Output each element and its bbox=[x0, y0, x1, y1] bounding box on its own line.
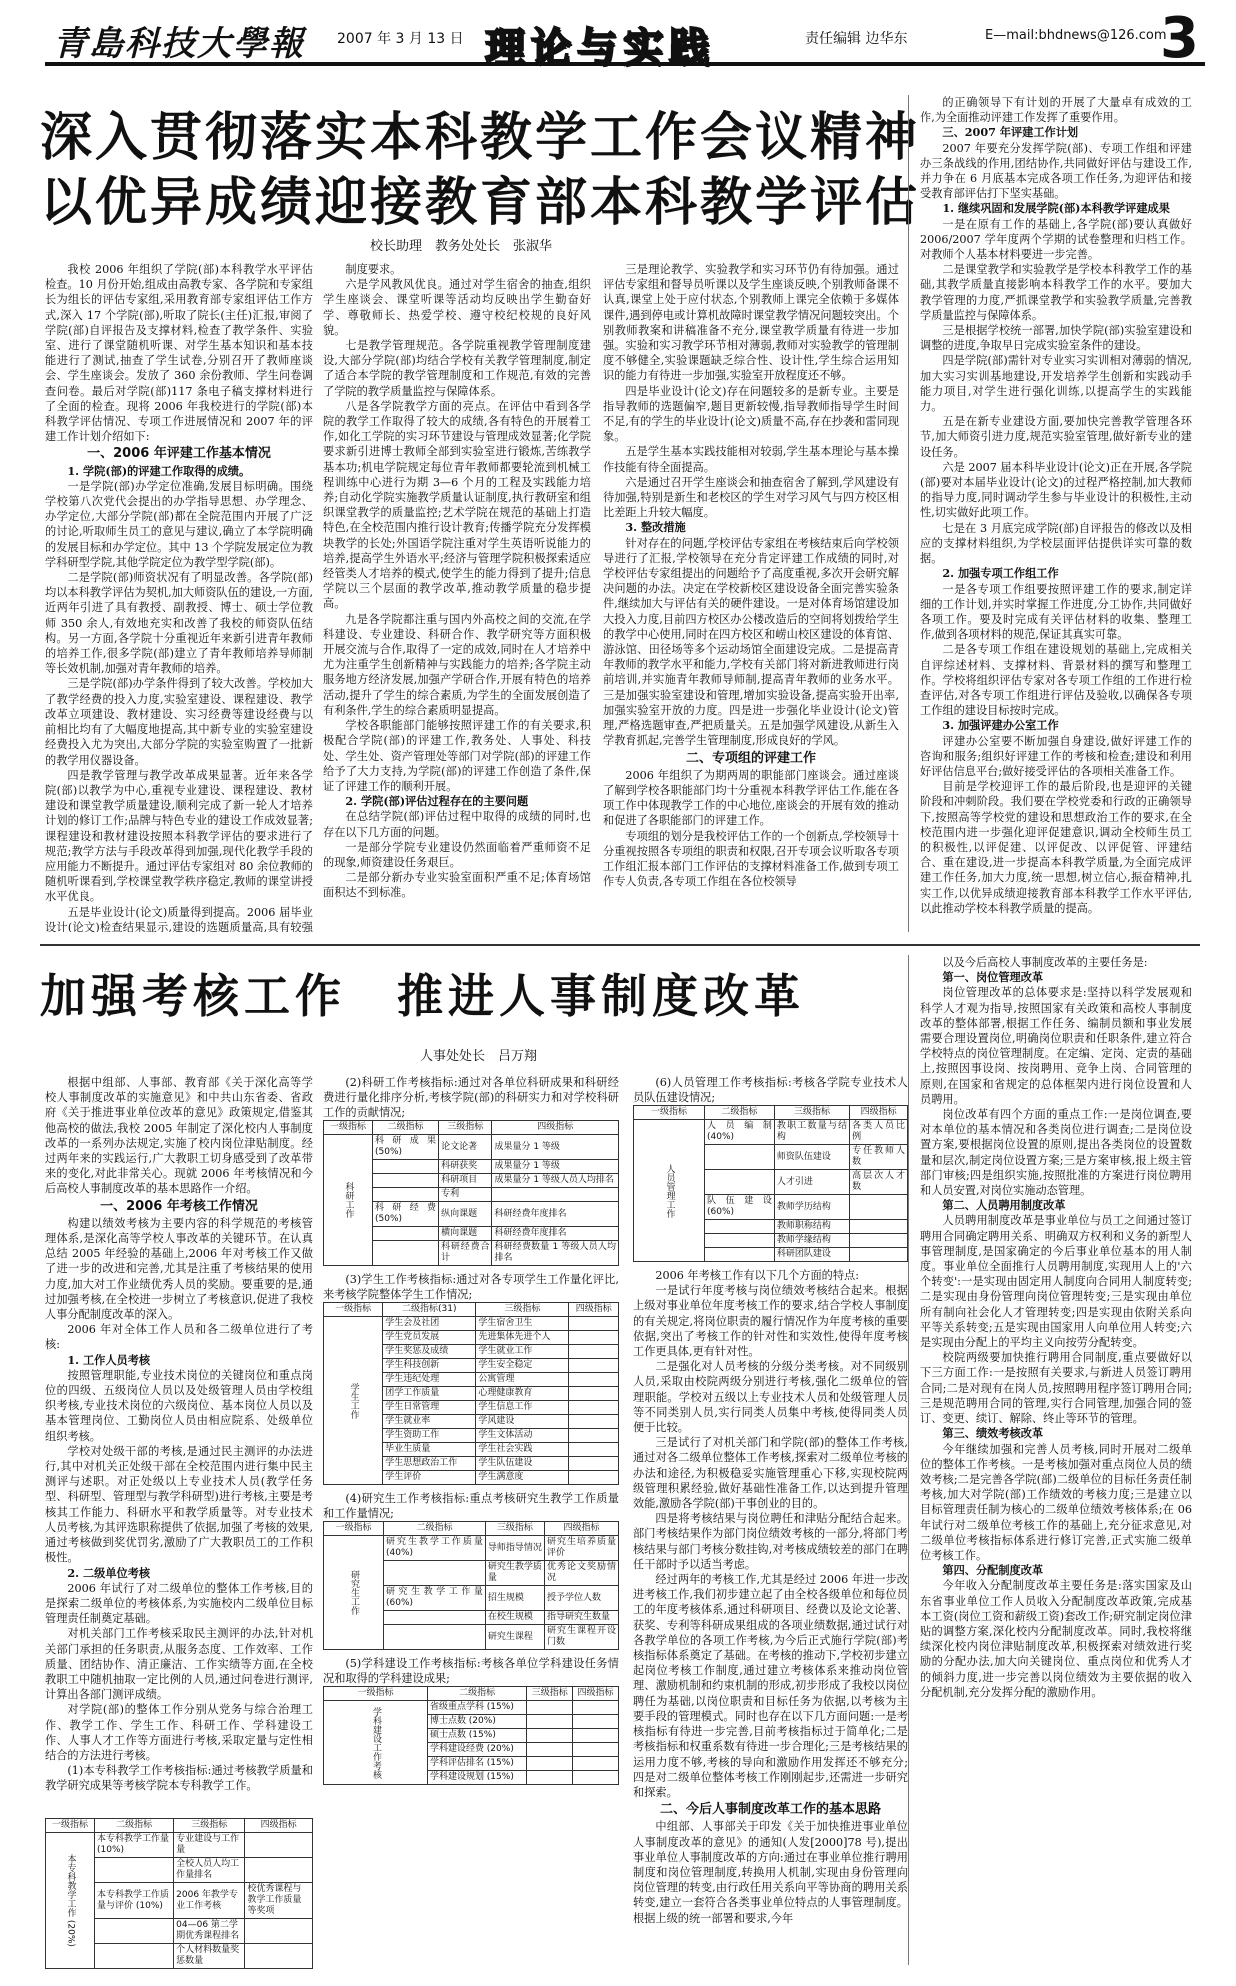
table-cell: 学生满意度 bbox=[476, 1471, 569, 1485]
table-cell bbox=[569, 1401, 619, 1415]
table-cell: 毕业生质量 bbox=[383, 1443, 476, 1457]
table-category-cell: 科研工作 bbox=[324, 1135, 373, 1266]
article1-title-line2: 以优异成绩迎接教育部本科教学评估 bbox=[40, 173, 921, 233]
paragraph: 四是学院(部)需针对专业实习实训相对薄弱的情况,加大实习实训基地建设,开发培养学生创新和实践动手能力项目,对学生进行强化训练,以提高学生的实践能力。 bbox=[920, 354, 1192, 414]
table-cell: 科研获奖 bbox=[439, 1160, 492, 1174]
table-header-cell: 三级指标 bbox=[527, 1687, 573, 1701]
table-cell bbox=[705, 1234, 775, 1248]
table-cell: 个人材料数量奖惩数量 bbox=[174, 1944, 245, 1969]
article1-column-2 bbox=[323, 262, 591, 932]
paragraph: 构建以绩效考核为主要内容的科学规范的考核管理体系,是深化高等学校人事改革的关键环节。在认真总结 2005 年经验的基础上,2006 年对考核工作又做了进一步的改进和完善,尤其是注重了考核结果的使用力度,加大对工作业绩优秀人员的奖励。要重要的是,通过加强考核,在全校进一步树立了考核意识,促进了我校人事分配制度改革的深入。 bbox=[45, 1216, 313, 1322]
paragraph: 2006 年组织了为期两周的职能部门座谈会。通过座谈了解到学校各职能部门均十分重视本科教学评估工作,能在各项工作中体现教学工作的中心地位,座谈会的开展有效的推动和促进了各职能部门的评建工作。 bbox=[603, 768, 899, 828]
table-header-cell: 二级指标 bbox=[427, 1687, 526, 1701]
table-header-cell: 一级指标 bbox=[634, 1106, 705, 1120]
table-cell bbox=[569, 1443, 619, 1457]
paragraph: 以及今后高校人事制度改革的主要任务是: bbox=[942, 956, 1148, 969]
table-cell: 学生会及社团 bbox=[383, 1317, 476, 1331]
table-cell: 学风建设 bbox=[476, 1415, 569, 1429]
section-heading: 二、今后人事制度改革工作的基本思路 bbox=[659, 1802, 881, 1818]
table-cell: 科研经费合计 bbox=[439, 1241, 492, 1266]
table-caption: (6)人员管理工作考核指标:考核各学院专业技术人员队伍建设情况; bbox=[633, 1076, 908, 1104]
article2-column-3 bbox=[633, 1075, 908, 1965]
table-cell: 队伍建设 (60%) bbox=[705, 1195, 775, 1220]
table-cell: 校优秀课程与教学工作质量等奖项 bbox=[245, 1883, 313, 1919]
editor-name: 责任编辑 边华东 bbox=[805, 31, 908, 47]
paragraph: 对机关部门工作考核采取民主测评的办法,针对机关部门承担的任务职责,从服务态度、工作效率、工作质量、团结协作、清正廉洁、工作实绩等方面,在全校教职工中随机抽取一定比例的人员,通过问卷进行测评,计算出各部门测评成绩。 bbox=[45, 1627, 313, 1702]
article2-column-2 bbox=[323, 1075, 619, 1965]
paragraph: 今年收入分配制度改革主要任务是:落实国家及山东省事业单位工作人员收入分配制度改革政策,完成基本工资(岗位工资和薪级工资)套改工作;研究制定岗位津贴的调整方案,深化校内分配制度改革。同时,我校将继续深化校内岗位津贴制度改革,积极探索对绩效进行奖励的分配办法,加大向关键岗位、重点岗位和优秀人才的倾斜力度,进一步完善以岗位绩效为主要依据的收入分配机制,充分发挥分配的激励作用。 bbox=[920, 1579, 1192, 1699]
table-cell: 学生违纪处理 bbox=[383, 1373, 476, 1387]
paragraph: 二是强化对人员考核的分级分类考核。对不同级别人员,采取由校院两级分别进行考核,强化二级单位的管理职能。学校对五级以上专业技术人员和处级管理人员等不同类别人员,实行同类人员集中考核,使得同类人员便于比较。 bbox=[633, 1360, 908, 1435]
indicator-table bbox=[323, 1302, 619, 1485]
paragraph: 2006 年对全体工作人员和各二级单位进行了考核: bbox=[45, 1323, 313, 1352]
table-cell: 研究生教学工作量 (60%) bbox=[384, 1586, 486, 1611]
table-cell bbox=[527, 1715, 573, 1729]
table-cell: 研究生教学工作质量 (40%) bbox=[384, 1536, 486, 1561]
table-cell: 全校人员人均工作量排名 bbox=[174, 1858, 245, 1883]
table-cell: 硕士点数 (15%) bbox=[427, 1729, 526, 1743]
table-header-cell: 二级指标(31) bbox=[383, 1303, 476, 1317]
table-row bbox=[634, 1120, 908, 1145]
paragraph: 二是课堂教学和实验教学是学校本科教学工作的基础,其教学质量直接影响本科教学工作的水平。要加大教学管理的力度,严抓课堂教学和实验教学质量,完善教学质量监控与保障体系。 bbox=[920, 263, 1192, 322]
paragraph: 三是根据学校统一部署,加快学院(部)实验室建设和调整的进度,争取早日完成实验室条件的建设。 bbox=[920, 324, 1192, 353]
paragraph: 目前是学校迎评工作的最后阶段,也是迎评的关键阶段和冲刺阶段。我们要在学校党委和行政的正确领导下,按照高等学校党的建设和思想政治工作的要求,在全校范围内进一步强化迎评促建意识,调动全校师生员工的积极性,以评促建、以评促改、以评促管、评建结合、重在建设,进一步提高本科教学质量,为全面完成评建工作任务,加大力度,统一思想,树立信心,振奋精神,扎实工作,以优异成绩迎接教育部本科教学工作水平评估,以此推动学校本科教学质量的提高。 bbox=[920, 780, 1192, 915]
paragraph: 按照管理职能,专业技术岗位的关键岗位和重点岗位的四级、五级岗位人员以及处级管理人员由学校组织考核,专业技术岗位的六级岗位、基本岗位人员以及基本管理岗位、工勤岗位人员由相应院系、处级单位组织考核。 bbox=[45, 1368, 313, 1443]
subsection-heading: 1. 继续巩固和发展学院(部)本科教学评建成果 bbox=[942, 201, 1170, 216]
table-cell: 授予学位人数 bbox=[544, 1586, 618, 1611]
table-cell bbox=[527, 1701, 573, 1715]
table-cell: 学科建设经费 (20%) bbox=[427, 1743, 526, 1757]
article2-title: 加强考核工作 推进人事制度改革 bbox=[40, 969, 805, 1023]
paragraph: 人员聘用制度改革是事业单位与员工之间通过签订聘用合同确定聘用关系、明确双方权利和义务的新型人事管理制度,是国家确定的今后事业单位基本的用人制度。事业单位全面推行人员聘用制度,实现用人上的'六个转变':一是实现由固定用人制度向合同用人制度转变;二是实现由身份管理向岗位管理转变;三是实现由单位所有制向社会化人才管理转变;四是实现由依附关系向平等关系转变;五是实现由国家用人向单位用人转变;六是实现由分配上的平均主义向按劳分配转变。 bbox=[920, 1214, 1192, 1350]
table-header-cell: 四级指标 bbox=[573, 1687, 619, 1701]
table-header-cell: 三级指标 bbox=[485, 1522, 544, 1536]
table-cell bbox=[569, 1471, 619, 1485]
table-header-cell: 四级指标 bbox=[492, 1121, 619, 1135]
table-cell bbox=[384, 1625, 486, 1650]
table-cell bbox=[245, 1858, 313, 1883]
paragraph: 四是教学管理与教学改革成果显著。近年来各学院(部)以教学为中心,重视专业建设、课程建设、教材建设和课堂教学质量建设,顺利完成了新一轮人才培养计划的修订工作;品牌与特色专业的建设工作成效显著;课程建设和教材建设按照本科教学评估的要求进行了规范;教学方法与手段改革得到加强,现代化教学手段的应用能力不断提升。通过评估专家组对 80 余位教师的随机听课看到,学校课堂教学秩序稳定,教师的课堂讲授水平优良。 bbox=[45, 768, 313, 904]
table-cell: 纵向课题 bbox=[439, 1202, 492, 1227]
paragraph: 评建办公室要不断加强自身建设,做好评建工作的咨询和服务;组织好评建工作的考核和检查;建设和利用好评估信息平台;做好接受评估的各项相关准备工作。 bbox=[920, 734, 1192, 778]
paragraph: 我校 2006 年组织了学院(部)本科教学水平评估检查。10 月份开始,组成由高教专家、各学院和专家组长为组长的评估专家组,采用教育部专家组评估工作方式,深入 17 个学院(部),听取了院长(主任)汇报,审阅了学院(部)自评报告及支撑材料,检查了教学条件、实验室、进行了课堂随机听课、对学生基本知识和基本技能进行了测试,抽查了学生试卷,分别召开了教师座谈会、学生座谈会。发放了 360 余份教师、学生问卷调查问卷。最后对学院(部)117 条电子稿支撑材料进行了全面的检查。现将 2006 年我校进行的学院(部)本科教学评估情况、专项工作进展情况和 2007 年的评建工作计划介绍如下: bbox=[45, 263, 313, 444]
table-cell bbox=[95, 1919, 174, 1944]
paragraph: 岗位改革有四个方面的重点工作:一是岗位调查,要对本单位的基本情况和各类岗位进行调查;二是岗位设置方案,要根据岗位设置的原则,提出各类岗位的设置数量和层次,制定岗位设置方案;三是方案审核,报上级主管部门审核;四是组织实施,按照批准的方案进行岗位聘用和人员安置,对岗位实施动态管理。 bbox=[920, 1108, 1192, 1198]
paragraph: 2007 年要充分发挥学院(部)、专项工作组和评建办三条战线的作用,团结协作,共同做好评估与建设工作,并力争在 6 月底基本完成各项工作任务,为迎评估和接受教育部评估打下坚实基础。 bbox=[920, 141, 1192, 201]
table-cell: 师资队伍建设 bbox=[774, 1145, 849, 1170]
table-cell bbox=[850, 1195, 908, 1220]
table-cell bbox=[573, 1701, 619, 1715]
article2-column-1 bbox=[45, 1075, 313, 1815]
table-cell: 科研经费数量 1 等级人员人均排名 bbox=[492, 1241, 619, 1266]
masthead bbox=[45, 6, 1205, 71]
table-cell bbox=[569, 1345, 619, 1359]
paragraph: 中组部、人事部关于印发《关于加快推进事业单位人事制度改革的意见》的通知(人发[2000]78 号),提出事业单位人事制度改革的方向:通过在事业单位推行聘用制度和岗位管理制度,转换用人机制,实现由身份管理向岗位管理的转变,由行政任用关系向平等协商的聘用关系转变,建立一套符合各类事业单位特点的人事管理制度。根据上级的统一部署和要求,今年 bbox=[633, 1820, 908, 1925]
table-cell bbox=[384, 1611, 486, 1625]
subsection-heading: 2. 学院(部)评估过程存在的主要问题 bbox=[345, 794, 529, 809]
table-cell bbox=[373, 1188, 439, 1202]
table-header-cell: 四级指标 bbox=[850, 1106, 908, 1120]
table-cell: 研究生培养质量评价 bbox=[544, 1536, 618, 1561]
table-cell: 专任教师人数 bbox=[850, 1145, 908, 1170]
table-cell bbox=[850, 1234, 908, 1248]
table-cell bbox=[705, 1145, 775, 1170]
table-header-cell: 一级指标 bbox=[324, 1522, 384, 1536]
table-cell: 学生社会实践 bbox=[476, 1443, 569, 1457]
paragraph: 二是学院(部)师资状况有了明显改善。各学院(部)均以本科教学评估为契机,加大师资队伍的建设,一方面,近两年引进了具有教授、副教授、博士、硕士学位教师 350 余人,有效地充实和改善了我校的师资队伍结构。另一方面,各学院十分重视近年来新引进青年教师的培养工作,很多学院(部)建立了青年教师培养导师制等长效机制,加强对青年教师的培养。 bbox=[45, 571, 313, 676]
table-cell bbox=[850, 1248, 908, 1262]
table-cell: 学生日常管理 bbox=[383, 1401, 476, 1415]
table-cell: 成果量分 1 等级 bbox=[492, 1135, 619, 1160]
table-cell: 学生信息工作 bbox=[476, 1401, 569, 1415]
table-cell: 心理健康教育 bbox=[476, 1387, 569, 1401]
article1-title-line1: 深入贯彻落实本科教学工作会议精神 bbox=[40, 108, 921, 168]
table-header-cell: 二级指标 bbox=[95, 1819, 174, 1833]
indicator-table bbox=[45, 1818, 313, 1969]
table-cell: 在校生规模 bbox=[485, 1611, 544, 1625]
subsection-heading: 1. 工作人员考核 bbox=[67, 1352, 151, 1367]
table-cell: 教师职称结构 bbox=[774, 1220, 849, 1234]
column-divider bbox=[908, 955, 909, 1965]
table-cell: 学生文体活动 bbox=[476, 1429, 569, 1443]
section-heading: 一、2006 年评建工作基本情况 bbox=[87, 446, 271, 462]
table-category-cell: 学科建设工作考核 bbox=[324, 1701, 428, 1785]
article2-column-4 bbox=[920, 955, 1192, 1965]
table-cell bbox=[527, 1729, 573, 1743]
subsection-heading: 第二、人员聘用制度改革 bbox=[942, 1198, 1066, 1213]
table-row bbox=[324, 1701, 619, 1715]
paragraph: (1)本专科教学工作考核指标:通过考核教学质量和教学研究成果等考核学院本专科教学工作。 bbox=[45, 1764, 313, 1793]
paragraph: 五是学生基本实践技能相对较弱,学生基本理论与基本操作技能有待全面提高。 bbox=[603, 445, 899, 474]
column-divider bbox=[908, 95, 909, 932]
table-row bbox=[324, 1135, 619, 1160]
table-cell: 专业建设与工作量 bbox=[174, 1833, 245, 1858]
table-cell bbox=[573, 1729, 619, 1743]
table-cell: 科研项目 bbox=[439, 1174, 492, 1188]
table-cell: 各类人员比例 bbox=[850, 1120, 908, 1145]
table-cell: 学生就业工作 bbox=[476, 1345, 569, 1359]
table-cell bbox=[245, 1833, 313, 1858]
table-cell: 学生宿舍卫生 bbox=[476, 1317, 569, 1331]
table-cell: 研究生课程 bbox=[485, 1625, 544, 1650]
paragraph: 一是部分学院专业建设仍然面临着严重师资不足的现象,师资建设任务艰巨。 bbox=[323, 840, 591, 869]
table-cell: 本专科教学工作质量与评价 (10%) bbox=[95, 1883, 174, 1919]
paragraph: 一是各专项工作组要按照评建工作的要求,制定详细的工作计划,并实时掌握工作进度,分工协作,共同做好各项工作。要及时完成有关评估材料的收集、整理工作,做到各项材料的规范,保证其真实可靠。 bbox=[920, 582, 1192, 642]
table-cell bbox=[569, 1457, 619, 1471]
table-cell: 科研团队建设 bbox=[774, 1248, 849, 1262]
table-cell: 科研经费年度排名 bbox=[492, 1202, 619, 1227]
indicator-table bbox=[323, 1521, 619, 1650]
table-cell: 横向课题 bbox=[439, 1227, 492, 1241]
table-cell bbox=[569, 1373, 619, 1387]
paragraph: 一是学院(部)办学定位准确,发展目标明确。围绕学校第八次党代会提出的办学指导思想、办学理念、办学定位,大部分学院(部)都在全院范围内开展了广泛的讨论,听取师生员工的意见与建议,确立了本学院明确的发展目标和办学定位。其中 13 个学院发展定位为教学科研型学院,其他学院定位为教学型学院(部)。 bbox=[45, 479, 313, 569]
subsection-heading: 2. 二级单位考核 bbox=[67, 1565, 151, 1580]
subsection-heading: 3. 整改措施 bbox=[625, 520, 686, 535]
table-cell bbox=[95, 1858, 174, 1883]
paper-name: 青島科技大學報 bbox=[53, 24, 305, 64]
paragraph: 学校各职能部门能够按照评建工作的有关要求,积极配合学院(部)的评建工作,教务处、人事处、科技处、学生处、资产管理处等部门对学院(部)的评建工作给予了大力支持,为学院(部)的评建工作创造了条件,保证了评建工作的顺利开展。 bbox=[323, 719, 591, 793]
paragraph: 四是将考核结果与岗位聘任和津贴分配结合起来。部门考核结果作为部门岗位绩效考核的一部分,将部门考核结果与部门考核分数挂钩,对考核成绩较差的部门在聘任干部时予以适当考虑。 bbox=[633, 1512, 908, 1571]
table-cell: 博士点数 (20%) bbox=[427, 1715, 526, 1729]
table-row bbox=[46, 1833, 313, 1858]
table-cell bbox=[569, 1415, 619, 1429]
paragraph: 四是毕业设计(论文)存在问题较多的是新专业。主要是指导教师的选题偏窄,题目更新较慢,指导教师指导学生时间不足,有的学生的毕业设计(论文)质量不高,存在抄袭和雷同现象。 bbox=[603, 384, 899, 444]
paragraph: 对学院(部)的整体工作分别从党务与综合治理工作、教学工作、学生工作、科研工作、学科建设工作、人事人才工作等方面进行考核,采取定量与定性相结合的方法进行考核。 bbox=[45, 1703, 313, 1762]
paragraph: 根据中组部、人事部、教育部《关于深化高等学校人事制度改革的实施意见》和中共山东省委、省政府《关于推进事业单位改革的意见》政策规定,借鉴其他高校的做法,我校 2005 年制定了深化校内人事制度改革的一系列办法规定,实施了校内岗位津贴制度。经过两年来的实践运行,广大教职工切身感受到了改革带来的变化,对此非常关心。现就 2006 年考核情况和今后高校人事制度改革的基本思路作一介绍。 bbox=[45, 1076, 313, 1196]
editor-email: E—mail:bhdnews@126.com bbox=[985, 28, 1167, 43]
table-cell bbox=[527, 1743, 573, 1757]
table-header-cell: 三级指标 bbox=[174, 1819, 245, 1833]
table-header-cell: 三级指标 bbox=[774, 1106, 849, 1120]
table-cell bbox=[245, 1944, 313, 1969]
paragraph: 校院两级要加快推行聘用合同制度,重点要做好以下三方面工作:一是按照有关要求,与新进人员签订聘用合同;二是对现有在岗人员,按照聘用程序签订聘用合同;三是规范聘用合同的管理,实行合同管理,加强合同的签订、变更、续订、解除、终止等环节的管理。 bbox=[920, 1351, 1192, 1426]
table-cell: 导师指导情况 bbox=[485, 1536, 544, 1561]
table-cell: 学生思想政治工作 bbox=[383, 1457, 476, 1471]
table-category-cell: 学生工作 bbox=[324, 1317, 383, 1485]
indicator-table bbox=[323, 1686, 619, 1785]
subsection-heading: 第四、分配制度改革 bbox=[942, 1563, 1044, 1578]
table-cell: 学科建设规划 (15%) bbox=[427, 1771, 526, 1785]
table-caption: (3)学生工作考核指标:通过对各专项学生工作量化评比,来考核学院整体学生工作情况; bbox=[323, 1273, 619, 1301]
paragraph: 二是各专项工作组在建设规划的基础上,完成相关自评综述材料、支撑材料、背景材料的撰写和整理工作。学校将组织评估专家对各专项工作组的工作进行检查评估,对各专项工作组进行评估及验收,以确保各专项工作组的建设目标按时完成。 bbox=[920, 643, 1192, 718]
table-cell: 高层次人才数 bbox=[850, 1170, 908, 1195]
table-caption: (4)研究生工作考核指标:重点考核研究生教学工作质量和工作量情况; bbox=[323, 1492, 619, 1520]
table-cell: 教师学历结构 bbox=[774, 1195, 849, 1220]
table-cell: 科研经费年度排名 bbox=[492, 1227, 619, 1241]
table-header-cell: 四级指标 bbox=[569, 1303, 619, 1317]
table-cell bbox=[527, 1757, 573, 1771]
indicator-table bbox=[633, 1105, 908, 1262]
subsection-heading: 三、2007 年评建工作计划 bbox=[942, 125, 1079, 140]
table-cell: 团学工作质量 bbox=[383, 1387, 476, 1401]
table-cell: 学生科技创新 bbox=[383, 1359, 476, 1373]
paragraph: 2006 年试行了对二级单位的整体工作考核,目的是探索二级单位的考核体系,为实施校内二级单位目标管理责任制奠定基础。 bbox=[45, 1581, 313, 1626]
table-cell bbox=[373, 1241, 439, 1266]
table-cell bbox=[569, 1387, 619, 1401]
paragraph: 学校对处级干部的考核,是通过民主测评的办法进行,其中对机关正处级干部在全校范围内进行集中民主测评与述职。对正处级以上专业技术人员(教学任务型、科研型、管理型与教学科研型)进行考核,主要是考核其工作能力、科研水平和教学质量等。对专业技术人员考核,为其评选职称提供了依据,加强了考核的效果,通过考核做到奖优罚劣,激励了广大教职员工的工作积极性。 bbox=[45, 1444, 313, 1565]
table-cell: 人才引进 bbox=[774, 1170, 849, 1195]
table-header-cell: 四级指标 bbox=[245, 1819, 313, 1833]
table-header-cell: 一级指标 bbox=[324, 1303, 383, 1317]
table-cell bbox=[569, 1317, 619, 1331]
table-cell bbox=[569, 1359, 619, 1373]
table-category-cell: 本专科教学工作 (20%) bbox=[46, 1833, 95, 1969]
table-row bbox=[324, 1536, 619, 1561]
subsection-heading: 1. 学院(部)的评建工作取得的成绩。 bbox=[67, 463, 251, 478]
table-header-cell: 一级指标 bbox=[46, 1819, 95, 1833]
paragraph: 三是理论教学、实验教学和实习环节仍有待加强。通过评估专家组和督导员听课以及学生座谈反映,个别教师备课不认真,课堂上处于应付状态,个别教师上课完全依赖于多媒体课件,遇到停电或计算机故障时课堂教学情况问题较突出。个别教师教案和讲稿准备不充分,课堂教学质量有待进一步加强。实验和实习教学环节相对薄弱,教师对实验教学的管理制度不够健全,实验课题缺乏综合性、设计性,学生综合运用知识的能力有待进一步加强,实验室开放程度还不够。 bbox=[603, 263, 899, 383]
paragraph: 经过两年的考核工作,尤其是经过 2006 年进一步改进考核工作,我们初步建立起了由全校各级单位和每位员工的年度考核体系,通过科研项目、经费以及论文论著、获奖、专利等科研成果组成的各项业绩数据,通过试行对各教学单位的各项工作考核,为今后正式施行学院(部)考核指标体系奠定了基础。在考核的推动下,学校初步建立起岗位考核工作制度,通过建立考核体系来推动岗位管理、激励机制和约束机制的形成,初步形成了我校以岗位聘任为基础,以岗位职责和目标任务为依据,以考核为主要手段的管理模式。同时也存在以下几方面问题:一是考核指标有待进一步完善,目前考核指标过于简单化;二是考核指标和权重系数有待进一步合理化;三是考核结果的运用力度不够,考核的导向和激励作用发挥还不够充分;四是对二级单位整体考核工作刚刚起步,还需进一步研究和探索。 bbox=[633, 1573, 908, 1799]
article1-column-4 bbox=[920, 95, 1192, 932]
table-caption: (5)学科建设工作考核指标:考核各单位学科建设任务情况和取得的学科建设成果; bbox=[323, 1657, 619, 1685]
table-cell bbox=[384, 1561, 486, 1586]
paragraph: 六是学风教风优良。通过对学生宿舍的抽查,组织学生座谈会、课堂听课等活动均反映出学生勤奋好学、尊敬师长、热爱学校、遵守校纪校规的良好风貌。 bbox=[323, 278, 591, 337]
table-cell bbox=[573, 1715, 619, 1729]
table-cell: 成果量分 1 等级人员人均排名 bbox=[492, 1174, 619, 1188]
paragraph: 制度要求。 bbox=[345, 263, 402, 276]
table-cell: 指导研究生数量 bbox=[544, 1611, 618, 1625]
table-cell: 学生队伍建设 bbox=[476, 1457, 569, 1471]
table-cell: 成果量分 1 等级 bbox=[492, 1160, 619, 1174]
table-cell: 科研经费 (50%) bbox=[373, 1202, 439, 1227]
table-cell: 科研成果 (50%) bbox=[373, 1135, 439, 1160]
table-cell bbox=[705, 1220, 775, 1234]
subsection-heading: 2. 加强专项工作组工作 bbox=[942, 566, 1059, 581]
table-cell bbox=[569, 1429, 619, 1443]
table-cell: 04—06 第二学期优秀课程排名 bbox=[174, 1919, 245, 1944]
section-heading: 一、2006 年考核工作情况 bbox=[100, 1198, 258, 1214]
paragraph: 二是部分新办专业实验室面积严重不足;体育场馆面积达不到标准。 bbox=[323, 871, 591, 900]
table-cell: 论文论著 bbox=[439, 1135, 492, 1160]
article1-column-1 bbox=[45, 262, 313, 932]
article1-byline: 校长助理 教务处处长 张淑华 bbox=[370, 239, 553, 254]
table-header-cell: 二级指标 bbox=[373, 1121, 439, 1135]
table-cell: 学科评估排名 (15%) bbox=[427, 1757, 526, 1771]
table-cell: 优秀论文奖励情况 bbox=[544, 1561, 618, 1586]
paragraph: 三是试行了对机关部门和学院(部)的整体工作考核,通过对各二级单位整体工作考核,探索对二级单位考核的办法和途径,为积极稳妥实施管理重心下移,实现校院两级管理积累经验,做好基础性准备工作,以达到提升管理效能,激励各学院(部)干事创业的目的。 bbox=[633, 1436, 908, 1511]
table-cell: 学生安全稳定 bbox=[476, 1359, 569, 1373]
table-cell: 2006 年教学专业工作考核 bbox=[174, 1883, 245, 1919]
table-cell: 专利 bbox=[439, 1188, 492, 1202]
article2-byline: 人事处处长 吕万翔 bbox=[420, 1049, 538, 1064]
table-cell bbox=[527, 1771, 573, 1785]
table-cell: 学生就业率 bbox=[383, 1415, 476, 1429]
page-number: 3 bbox=[1160, 6, 1199, 71]
paragraph: 一是在原有工作的基础上,各学院(部)要认真做好 2006/2007 学年度两个学期的试卷整理和归档工作。对教师个人基本材料要进一步完善。 bbox=[920, 217, 1192, 262]
subsection-heading: 第一、岗位管理改革 bbox=[942, 970, 1044, 985]
table-header-cell: 一级指标 bbox=[324, 1687, 428, 1701]
paragraph: 一是试行年度考核与岗位绩效考核结合起来。根据上级对事业单位年度考核工作的要求,结合学校人事制度的有关规定,将岗位职责的履行情况作为年度考核的重要依据,突出了考核工作的针对性和实效性,使得年度考核工作更具体,更有针对性。 bbox=[633, 1284, 908, 1359]
table-cell: 本专科教学工作量 (10%) bbox=[95, 1833, 174, 1858]
issue-date: 2007 年 3 月 13 日 bbox=[337, 31, 464, 47]
section-heading: 二、专项组的评建工作 bbox=[685, 750, 816, 766]
table-header-cell: 一级指标 bbox=[324, 1121, 373, 1135]
table-header-cell: 四级指标 bbox=[544, 1522, 618, 1536]
paragraph: 针对存在的问题,学校评估专家组在考核结束后向学校领导进行了汇报,学校领导在充分肯定评建工作成绩的同时,对学校评估专家组提出的问题给予了高度重视,多次开会研究解决问题的办法。决定在学校新校区建设设备全面完善实验条件,继续加大与评估有关的硬件建设。一是对体育场馆建设加大投入力度,目前四方校区办公楼改造后的空间将划拨给学生的教学中心使用,同时在四方校区和崂山校区建设的体育馆、游泳馆、田径场等多个运动场馆全面建设完成。二是提高青年教师的教学水平和能力,学校有关部门将对新进教师进行岗前培训,并实施青年教师导师制,提高青年教师的业务水平。三是加强实验室建设和管理,增加实验设备,提高实验开出率,加强实验室开放的力度。四是进一步强化毕业设计(论文)管理,严格选题审查,严把质量关。五是加强学风建设,从新生入学教育抓起,完善学生管理制度,形成良好的学风。 bbox=[603, 536, 899, 748]
table-cell bbox=[569, 1331, 619, 1345]
table-header-cell: 二级指标 bbox=[384, 1522, 486, 1536]
table-header-cell: 三级指标 bbox=[439, 1121, 492, 1135]
table-cell bbox=[573, 1757, 619, 1771]
table-cell bbox=[373, 1160, 439, 1174]
paragraph: 八是各学院教学方面的亮点。在评估中看到各学院的教学工作取得了较大的成绩,各有特色的开展着工作,如化工学院的实习环节建设与管理成效显著;化学院要求新引进博士教师全部到实验室进行锻炼,苦练教学基本功;机电学院规定每位青年教师都要轮流到机械工程训练中心进行为期 3—6 个月的工程及实践能力培养;自动化学院实施教学质量认证制度,执行教研室和组织课堂教学的质量监控;艺术学院在规范的基础上打造特色,在全校范围内推行设计教育;传播学院充分发挥模块教学的长处;外国语学院注重对学生英语听说能力的培养,提高学生外语水平;经济与管理学院积极探索适应经管类人才培养的模式,使学生的能力得到了提升;信息学院以三个层面的教学改革,推动教学质量的稳步提高。 bbox=[323, 399, 591, 611]
article-divider bbox=[40, 944, 1200, 946]
table-cell: 省级重点学科 (15%) bbox=[427, 1701, 526, 1715]
paragraph: 七是教学管理规范。各学院重视教学管理制度建设,大部分学院(部)均结合学校有关教学管理制度,制定了适合本学院的教学管理制度和工作规范,有效的完善了学院的教学质量监控与保障体系。 bbox=[323, 339, 591, 398]
table-cell bbox=[573, 1743, 619, 1757]
table-cell bbox=[245, 1919, 313, 1944]
subsection-heading: 3. 加强评建办公室工作 bbox=[942, 718, 1059, 733]
table-cell: 学生奖惩及成绩 bbox=[383, 1345, 476, 1359]
table-header-cell: 三级指标 bbox=[476, 1303, 569, 1317]
table-cell: 人员编制 (40%) bbox=[705, 1120, 775, 1145]
article1-column-3 bbox=[603, 262, 899, 932]
table-cell bbox=[95, 1944, 174, 1969]
table-cell: 公寓管理 bbox=[476, 1373, 569, 1387]
table-cell: 先进集体先进个人 bbox=[476, 1331, 569, 1345]
table-cell bbox=[705, 1170, 775, 1195]
section-title: 理论与实践 bbox=[485, 25, 715, 71]
table-cell: 研究生教学质量 bbox=[485, 1561, 544, 1586]
paragraph: 九是各学院都注重与国内外高校之间的交流,在学科建设、专业建设、科研合作、教学研究等方面积极开展交流与合作,取得了一定的成效,同时在人才培养中尤为注重学生创新精神与实践能力的培养;各学院主动服务地方经济发展,加强产学研合作,开展有特色的培养活动,提升了学生的综合素质,为学生的全面发展创造了有利条件,学生的综合素质明显提高。 bbox=[323, 612, 591, 717]
table-cell: 教师学缘结构 bbox=[774, 1234, 849, 1248]
table-cell bbox=[373, 1174, 439, 1188]
table-cell bbox=[705, 1248, 775, 1262]
table-row bbox=[324, 1317, 619, 1331]
table-cell: 学生评价 bbox=[383, 1471, 476, 1485]
paragraph: 七是在 3 月底完成学院(部)自评报告的修改以及相应的支撑材料组织,为学校层面评估提供详实可靠的数据。 bbox=[920, 521, 1192, 566]
table-cell: 招生规模 bbox=[485, 1586, 544, 1611]
table-cell: 教职工数量与结构 bbox=[774, 1120, 849, 1145]
table-cell bbox=[850, 1220, 908, 1234]
table-category-cell: 研究生工作 bbox=[324, 1536, 384, 1650]
table-cell bbox=[573, 1771, 619, 1785]
table-cell bbox=[492, 1188, 619, 1202]
paragraph: 2006 年考核工作有以下几个方面的特点: bbox=[655, 1269, 860, 1282]
table-category-cell: 人员管理工作 bbox=[634, 1120, 705, 1262]
paragraph: 五是毕业设计(论文)质量得到提高。2006 届毕业设计(论文)检查结果显示,建设的选题质量高,具有较强 bbox=[45, 905, 313, 932]
paragraph: 今年继续加强和完善人员考核,同时开展对二级单位的整体工作考核。一是考核加强对重点岗位人员的绩效考核;二是完善各学院(部)二级单位的目标任务责任制考核,加大对学院(部)工作绩效的考核力度;三是建立以目标管理责任制为核心的二级单位绩效考核体系;在 06 年试行对二级单位考核工作的基础上,充分征求意见,对二级单位考核指标体系进行修订完善,正式实施二级单位考核工作。 bbox=[920, 1442, 1192, 1562]
paragraph: 六是 2007 届本科毕业设计(论文)正在开展,各学院(部)要对本届毕业设计(论文)的过程严格控制,加大教师的指导力度,同时调动学生参与毕业设计的积极性,主动性,切实做好此项工作。 bbox=[920, 460, 1192, 520]
table-cell bbox=[373, 1227, 439, 1241]
paragraph: 在总结学院(部)评估过程中取得的成绩的同时,也存在以下几方面的问题。 bbox=[323, 810, 591, 839]
teaching-table bbox=[45, 1818, 313, 1975]
table-cell: 学生党员发展 bbox=[383, 1331, 476, 1345]
subsection-heading: 第三、绩效考核改革 bbox=[942, 1426, 1044, 1441]
table-cell: 学生资助工作 bbox=[383, 1429, 476, 1443]
indicator-table bbox=[323, 1120, 619, 1266]
paragraph: 专项组的划分是我校评估工作的一个创新点,学校领导十分重视按照各专项组的职责和权限,召开专项会议听取各专项工作组汇报本部门工作评估的支撑材料准备工作,做到专项工作专人负责,各专项工作组在各位校领导 bbox=[603, 829, 899, 889]
paragraph: 三是学院(部)办学条件得到了较大改善。学校加大了教学经费的投入力度,实验室建设、课程建设、教学改革立项建设、教材建设、实习经费等建设经费与以前相比均有了大幅度地提高,其中新专业的实验室建设经费投入尤为突出,大部分学院的实验室购置了一批新的教学用仪器设备。 bbox=[45, 677, 313, 767]
table-caption: (2)科研工作考核指标:通过对各单位科研成果和科研经费进行量化排序分析,考核学院(部)的科研实力和对学校科研工作的贡献情况; bbox=[323, 1076, 619, 1119]
table-cell: 研究生课程开设门数 bbox=[544, 1625, 618, 1650]
paragraph: 六是通过召开学生座谈会和抽查宿舍了解到,学风建设有待加强,特别是新生和老校区的学生对学习风气与四方校区相比差距上升较大幅度。 bbox=[603, 475, 899, 520]
paragraph: 的正确领导下有计划的开展了大量卓有成效的工作,为全面推动评建工作发挥了重要作用。 bbox=[920, 96, 1192, 125]
paragraph: 五是在新专业建设方面,要加快完善教学管理各环节,加大师资引进力度,规范实验室管理,做好新专业的建设任务。 bbox=[920, 415, 1192, 459]
paragraph: 岗位管理改革的总体要求是:坚持以科学发展观和科学人才观为指导,按照国家有关政策和高校人事制度改革的整体部署,根据工作任务、编制员额和事业发展需要合理设置岗位,明确岗位职责和任职条件,建立符合学校特点的岗位管理制度。在定编、定岗、定责的基础上,按照因事设岗、按岗聘用、竞争上岗、合同管理的原则,在国家和省规定的总体框架内进行岗位设置和人员聘用。 bbox=[920, 986, 1192, 1106]
table-header-cell: 二级指标 bbox=[705, 1106, 775, 1120]
